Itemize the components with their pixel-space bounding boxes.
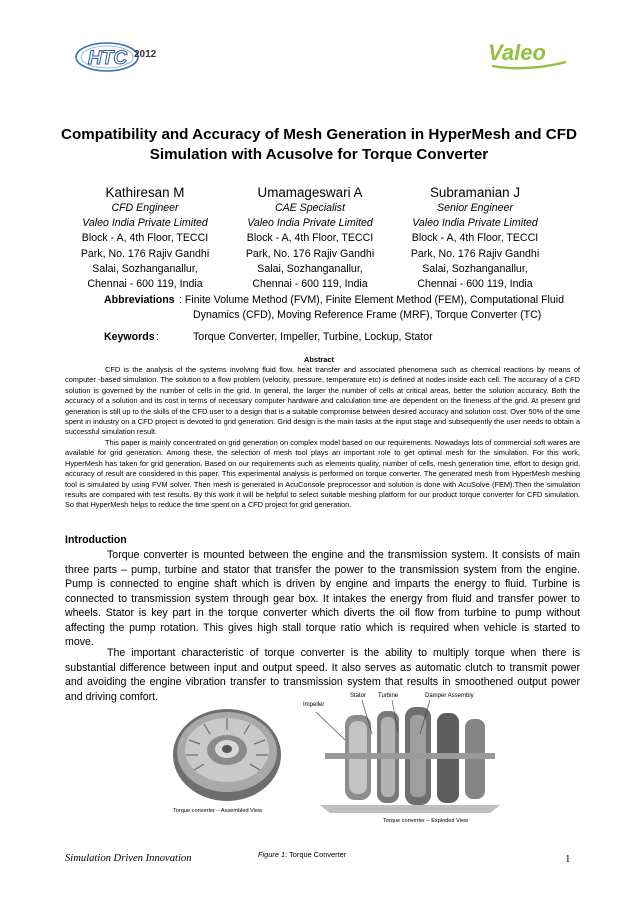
author-address: Chennai - 600 119, India bbox=[252, 278, 368, 291]
keywords-text: Torque Converter, Impeller, Turbine, Lockup, Stator bbox=[193, 331, 433, 343]
impeller-label: Impeller bbox=[303, 702, 325, 708]
introduction-paragraph-1: Torque converter is mounted between the engine and the transmission system. It consists of main three parts – pump, turbine and stator that transfer the power to the transmission system from the engine. Pump is connected to engine shaft which is driven by engine and imparts the energy to fluid. Turbine is connected to transmission system through gear box. It intakes the energy from fluid and transfer power to wheels. Stator is key part in the torque converter which diverts the oil flow from turbine to pump without affecting the pump rotation. This gives high stall torque ratio which is required when vehicle is started to move. bbox=[65, 549, 580, 648]
abstract-paragraph-2: This paper is mainly concentrated on grid generation on complex model based on our requirements. Nowadays lots of commercial soft wares are available for grid generation. Among these, the selection of mesh tool plays an important role to get optimal mesh for the simulation. For this work, HyperMesh has taken for grid generation. Based on our requirements such as elements quality, number of cells, mesh generation time, effort to design grid, accuracy of result are considered in this paper. This experimental analysis is performed on torque converter. The generated mesh from HyperMesh meshing tool is simulated by using FVM solver. Then mesh is generated in AcuConsole preprocessor and solution is done with AcuSolve (FEM).Then the simulation results are compared with test results. By this work it will be helpful to select suitable meshing platform for our product torque converter for CFD simulation. So that HyperMesh helps to reduce the time spent on a CFD project for grid generation. bbox=[65, 438, 580, 510]
page-number: 1 bbox=[565, 853, 571, 865]
author-address: Park, No. 176 Rajiv Gandhi bbox=[245, 247, 375, 260]
footer-left-text: Simulation Driven Innovation bbox=[65, 853, 192, 864]
author-address: Chennai - 600 119, India bbox=[417, 278, 533, 291]
introduction-heading: Introduction bbox=[65, 534, 127, 546]
turbine-label: Turbine bbox=[378, 693, 399, 699]
author-org: Valeo India Private Limited bbox=[247, 217, 373, 230]
author-role: CFD Engineer bbox=[111, 202, 179, 214]
valeo-logo bbox=[486, 36, 576, 74]
assembled-view-caption: Torque converter – Assembled View bbox=[173, 808, 263, 814]
author-block-3 bbox=[390, 184, 560, 292]
author-role: Senior Engineer bbox=[437, 202, 513, 214]
author-address: Salai, Sozhanganallur, bbox=[257, 262, 363, 275]
title-line-2: Simulation with Acusolve for Torque Converter bbox=[149, 146, 489, 163]
abstract-paragraph-1: CFD is the analysis of the systems involving fluid flow, heat transfer and associated phenomena such as chemical reactions by means of computer -based simulation. The solution to a flow problem (velocity, pressure, temperature etc) is defined at nodes inside each cell. The accuracy of a CFD solution is governed by the number of cells in the grid. In general, the larger the number of cells at critical areas, better the solution accuracy. Both the accuracy of a solution and its cost in terms of necessary computer hardware and calculation time are dependent on the fineness of the grid. At present grid generation is still up to the skills of the CFD user to a design that is a suitable compromise between desired accuracy and solution cost. Over 50% of the time spent in industry on a CFD project is devoted to grid generation. Grid design is the main tasks at the input stage and subsequently the user needs to obtain a successful simulation result. bbox=[65, 365, 580, 437]
assembled-view-image bbox=[170, 700, 285, 805]
abbreviations-line-1: : Finite Volume Method (FVM), Finite Element Method (FEM), Computational Fluid bbox=[179, 294, 565, 306]
figure-caption-prefix: Figure 1 bbox=[258, 850, 286, 859]
author-address: Salai, Sozhanganallur, bbox=[92, 262, 198, 275]
author-name: Umamageswari A bbox=[257, 185, 363, 200]
author-address: Salai, Sozhanganallur, bbox=[422, 262, 528, 275]
figure-caption bbox=[258, 850, 346, 859]
paper-title bbox=[40, 125, 598, 165]
stator-label: Stator bbox=[350, 693, 367, 699]
author-block-2 bbox=[225, 184, 395, 292]
htc-logo-year: 2012 bbox=[134, 49, 157, 60]
abstract-heading: Abstract bbox=[304, 355, 334, 364]
valeo-logo-text: Valeo bbox=[488, 40, 546, 65]
damper-assembly-label: Damper Assembly bbox=[425, 693, 474, 699]
author-name: Subramanian J bbox=[429, 185, 521, 200]
author-address: Block - A, 4th Floor, TECCI bbox=[246, 232, 374, 245]
introduction-paragraph-2: The important characteristic of torque converter is the ability to multiply torque when there is substantial difference between input and output speed. It also serves as automatic clutch to transmit power and avoiding the engine vibration transfer to transmission system that results in smoothened output power and driving comfort. bbox=[65, 647, 580, 703]
author-address: Block - A, 4th Floor, TECCI bbox=[411, 232, 539, 245]
abbreviations-line-2: Dynamics (CFD), Moving Reference Frame (MRF), Torque Converter (TC) bbox=[193, 308, 542, 321]
keywords-label: Keywords bbox=[104, 331, 155, 343]
figure-caption-text: : Torque Converter bbox=[285, 850, 347, 859]
title-line-1: Compatibility and Accuracy of Mesh Generation in HyperMesh and CFD bbox=[61, 126, 577, 143]
exploded-view-caption: Torque converter – Exploded View bbox=[383, 818, 469, 824]
abbreviations-label: Abbreviations bbox=[104, 294, 175, 306]
htc-logo bbox=[74, 40, 164, 74]
author-address: Park, No. 176 Rajiv Gandhi bbox=[80, 247, 210, 260]
author-name: Kathiresan M bbox=[105, 185, 185, 200]
author-org: Valeo India Private Limited bbox=[82, 217, 208, 230]
htc-logo-text: HTC bbox=[88, 48, 128, 69]
figure-leader-lines bbox=[300, 692, 480, 742]
author-address: Chennai - 600 119, India bbox=[87, 278, 203, 291]
author-block-1 bbox=[60, 184, 230, 292]
keywords-colon: : bbox=[156, 331, 159, 343]
author-org: Valeo India Private Limited bbox=[412, 217, 538, 230]
author-role: CAE Specialist bbox=[274, 202, 346, 214]
author-address: Block - A, 4th Floor, TECCI bbox=[81, 232, 209, 245]
author-address: Park, No. 176 Rajiv Gandhi bbox=[410, 247, 540, 260]
